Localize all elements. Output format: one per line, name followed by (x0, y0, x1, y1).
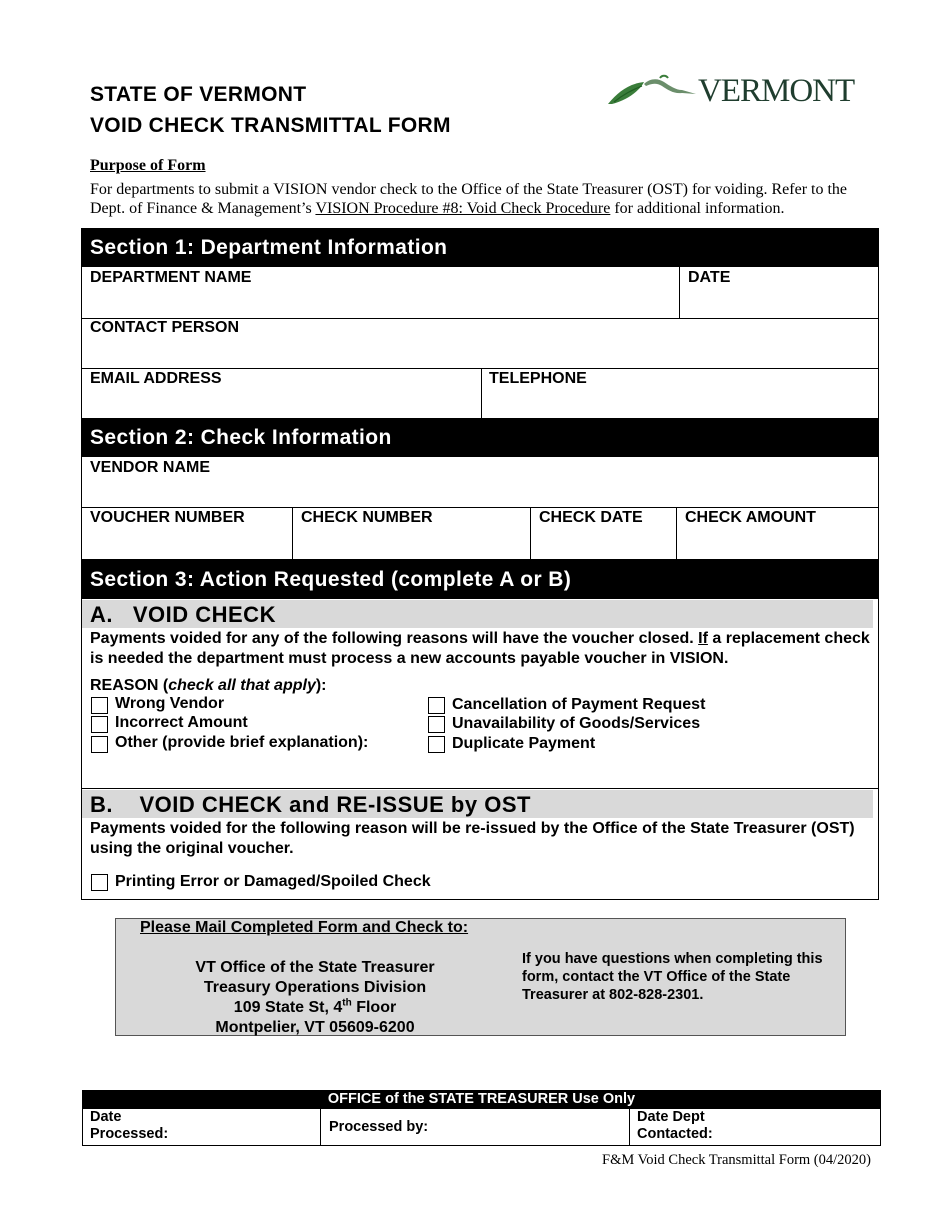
form-title-line2: VOID CHECK TRANSMITTAL FORM (90, 114, 451, 137)
void-check-text-end: a replacement check is needed the department must process a new accounts payable voucher in VISION. (90, 630, 870, 667)
ost-table (82, 1108, 881, 1146)
purpose-text-end: for additional information. (610, 200, 785, 217)
address-line4: Montpelier, VT 05609-6200 (215, 1019, 415, 1036)
address-line3-start: 109 State St, 4 (233, 999, 343, 1016)
purpose-heading: Purpose of Form (90, 157, 206, 174)
date-label: DATE (688, 269, 731, 286)
section3-header: Section 3: Action Requested (complete A or B) (81, 559, 879, 599)
printing-error-label: Printing Error or Damaged/Spoiled Check (115, 873, 431, 890)
check-amount-label: CHECK AMOUNT (685, 509, 816, 526)
unavailability-checkbox[interactable] (428, 716, 445, 733)
incorrect-amount-label: Incorrect Amount (115, 714, 248, 731)
section2-header: Section 2: Check Information (81, 418, 879, 457)
ost-header: OFFICE of the STATE TREASURER Use Only (82, 1090, 881, 1108)
address-line2: Treasury Operations Division (203, 979, 427, 996)
questions-text: If you have questions when completing this form, contact the VT Office of the State Treasurer at 802-828-2301. (522, 951, 823, 1003)
address-line3-sup: th (342, 997, 352, 1009)
wrong-vendor-label: Wrong Vendor (115, 695, 225, 712)
duplicate-payment-label: Duplicate Payment (452, 735, 596, 752)
voucher-number-label: VOUCHER NUMBER (90, 509, 245, 526)
cancellation-label: Cancellation of Payment Request (452, 696, 706, 713)
vermont-logo (606, 74, 856, 110)
divider (292, 507, 293, 559)
reissue-description: Payments voided for the following reason will be re-issued by the Office of the State Treasurer (OST) using the original voucher. (90, 820, 855, 857)
mailing-address (165, 958, 465, 1038)
check-number-label: CHECK NUMBER (301, 509, 433, 526)
unavailability-label: Unavailability of Goods/Services (452, 715, 701, 732)
form-footer: F&M Void Check Transmittal Form (04/2020) (602, 1152, 871, 1168)
divider (530, 507, 531, 559)
divider (81, 788, 879, 789)
printing-error-checkbox[interactable] (91, 874, 108, 891)
purpose-text (90, 180, 880, 218)
vermont-logo-text: VERMONT (698, 73, 855, 109)
address-line1: VT Office of the State Treasurer (195, 959, 435, 976)
processed-by-label: Processed by: (329, 1119, 429, 1135)
divider (676, 507, 677, 559)
wrong-vendor-checkbox[interactable] (91, 697, 108, 714)
void-check-description (90, 629, 875, 669)
other-reason-checkbox[interactable] (91, 736, 108, 753)
check-date-label: CHECK DATE (539, 509, 643, 526)
reason-label-start: REASON ( (90, 677, 169, 694)
reissue-heading: B. VOID CHECK and RE-ISSUE by OST (82, 790, 873, 818)
divider (320, 1108, 321, 1146)
contact-person-label: CONTACT PERSON (90, 319, 240, 336)
reason-label (90, 676, 327, 696)
void-check-text-if: If (698, 630, 708, 647)
vendor-name-label: VENDOR NAME (90, 459, 211, 476)
form-title-line1: STATE OF VERMONT (90, 83, 307, 106)
purpose-text-start: For departments to submit a VISION vendor check to the Office of the State Treasurer (OST) for voiding. Refer to the Dept. of Finance & Management’s (90, 181, 848, 217)
address-line3 (165, 998, 465, 1018)
cancellation-checkbox[interactable] (428, 697, 445, 714)
other-reason-label: Other (provide brief explanation): (115, 734, 369, 751)
divider (81, 368, 879, 369)
divider (481, 368, 482, 418)
void-check-heading: A. VOID CHECK (82, 600, 873, 628)
void-check-text-start: Payments voided for any of the following reasons will have the voucher closed. (90, 630, 699, 647)
email-address-label: EMAIL ADDRESS (90, 370, 222, 387)
date-processed-label: Date Processed: (90, 1109, 169, 1142)
reason-label-italic: check all that apply (168, 677, 316, 694)
address-line3-end: Floor (351, 999, 397, 1016)
mail-heading: Please Mail Completed Form and Check to: (140, 919, 469, 936)
vermont-leaf-icon (606, 74, 698, 110)
section1-header: Section 1: Department Information (81, 228, 879, 267)
divider (679, 267, 680, 318)
telephone-label: TELEPHONE (489, 370, 587, 387)
incorrect-amount-checkbox[interactable] (91, 716, 108, 733)
divider (629, 1108, 630, 1146)
department-name-label: DEPARTMENT NAME (90, 269, 252, 286)
reason-label-end: ): (315, 677, 327, 694)
divider (81, 507, 879, 508)
duplicate-payment-checkbox[interactable] (428, 736, 445, 753)
vision-procedure-link[interactable]: VISION Procedure #8: Void Check Procedure (315, 200, 611, 217)
date-dept-contacted-label: Date Dept Contacted: (637, 1109, 713, 1142)
